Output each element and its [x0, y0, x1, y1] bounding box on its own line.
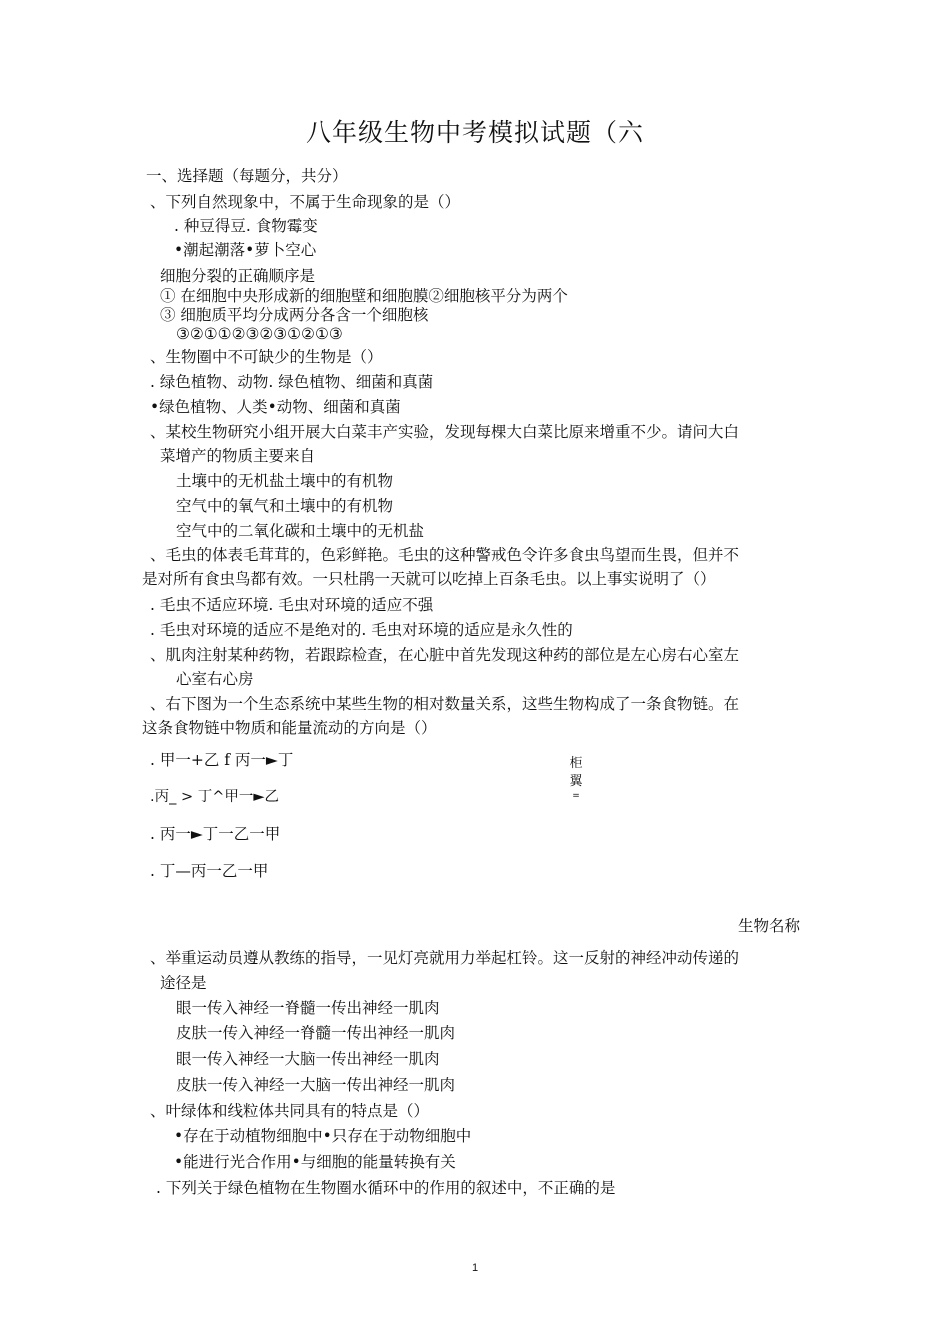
q9-stem: 、叶绿体和线粒体共同具有的特点是（）	[150, 1102, 430, 1120]
q2-line-3: ③②①①②③②③①②①③	[176, 325, 343, 343]
figure-char-2: 翼	[569, 774, 583, 789]
q8-option-1: 眼一传入神经一脊髓一传出神经一肌肉	[176, 999, 440, 1017]
q8-option-3: 眼一传入神经一大脑一传出神经一肌肉	[176, 1050, 440, 1068]
q5-stem-2: 是对所有食虫鸟都有效。一只杜鹃一天就可以吃掉上百条毛虫。以上事实说明了（）	[142, 570, 716, 588]
q3-stem: 、生物圈中不可缺少的生物是（）	[150, 348, 383, 366]
q4-stem-1: 、某校生物研究小组开展大白菜丰产实验，发现每棵大白菜比原来增重不少。请问大白	[150, 423, 740, 441]
q1-stem: 、下列自然现象中，不属于生命现象的是（）	[150, 193, 461, 211]
q4-option-3: 空气中的二氧化碳和土壤中的无机盐	[176, 522, 425, 540]
q4-option-2: 空气中的氧气和土壤中的有机物	[176, 497, 394, 515]
q3-option-b: •绿色植物、人类•动物、细菌和真菌	[150, 398, 401, 416]
figure-x-axis-label: 生物名称	[737, 917, 800, 935]
q9-option-b: •能进行光合作用•与细胞的能量转换有关	[174, 1153, 456, 1171]
q4-option-1: 土壤中的无机盐土壤中的有机物	[176, 472, 394, 490]
q5-option-a: . 毛虫不适应环境. 毛虫对环境的适应不强	[150, 596, 434, 614]
section-heading: 一、选择题（每题分，共分）	[146, 167, 348, 185]
q8-option-4: 皮肤一传入神经一大脑一传出神经一肌肉	[176, 1076, 456, 1094]
figure-char-1: 柜	[569, 756, 583, 771]
q7-option-b: .丙_ > 丁^甲一►乙	[150, 789, 280, 805]
q6-stem-1: 、肌肉注射某种药物，若跟踪检查，在心脏中首先发现这种药的部位是左心房右心室左	[150, 646, 740, 664]
q4-stem-2: 菜增产的物质主要来自	[160, 447, 316, 465]
figure-char-3: =	[572, 791, 580, 801]
q7-option-c: . 丙一►丁一乙一甲	[150, 825, 281, 843]
food-chain-figure	[566, 755, 586, 801]
q3-option-a: . 绿色植物、动物. 绿色植物、细菌和真菌	[150, 373, 434, 391]
q10-stem: . 下列关于绿色植物在生物圈水循环中的作用的叙述中，不正确的是	[156, 1179, 616, 1197]
q7-option-a: . 甲一+乙 f 丙一►丁	[150, 751, 294, 769]
q8-option-2: 皮肤一传入神经一脊髓一传出神经一肌肉	[176, 1024, 456, 1042]
q9-option-a: •存在于动植物细胞中•只存在于动物细胞中	[174, 1127, 472, 1145]
q8-stem-2: 途径是	[160, 974, 207, 992]
q7-stem-1: 、右下图为一个生态系统中某些生物的相对数量关系，这些生物构成了一条食物链。在	[150, 695, 740, 713]
q7-stem-2: 这条食物链中物质和能量流动的方向是（）	[142, 719, 437, 737]
q1-option-a: . 种豆得豆. 食物霉变	[174, 217, 318, 235]
q7-option-d: . 丁—丙一乙一甲	[150, 862, 269, 880]
q5-stem-1: 、毛虫的体表毛茸茸的，色彩鲜艳。毛虫的这种警戒色令许多食虫鸟望而生畏，但并不	[150, 546, 740, 564]
page-number: 1	[471, 1262, 479, 1274]
page-title: 八年级生物中考模拟试题（六	[305, 118, 644, 147]
q1-option-b: •潮起潮落•萝卜空心	[174, 241, 317, 259]
q2-stem: 细胞分裂的正确顺序是	[160, 267, 316, 285]
q6-stem-2: 心室右心房	[176, 670, 254, 688]
q5-option-b: . 毛虫对环境的适应不是绝对的. 毛虫对环境的适应是永久性的	[150, 621, 573, 639]
q2-line-1: ① 在细胞中央形成新的细胞壁和细胞膜②细胞核平分为两个	[160, 287, 568, 305]
q2-line-2: ③ 细胞质平均分成两分各含一个细胞核	[160, 306, 429, 324]
q8-stem-1: 、举重运动员遵从教练的指导，一见灯亮就用力举起杠铃。这一反射的神经冲动传递的	[150, 949, 740, 967]
